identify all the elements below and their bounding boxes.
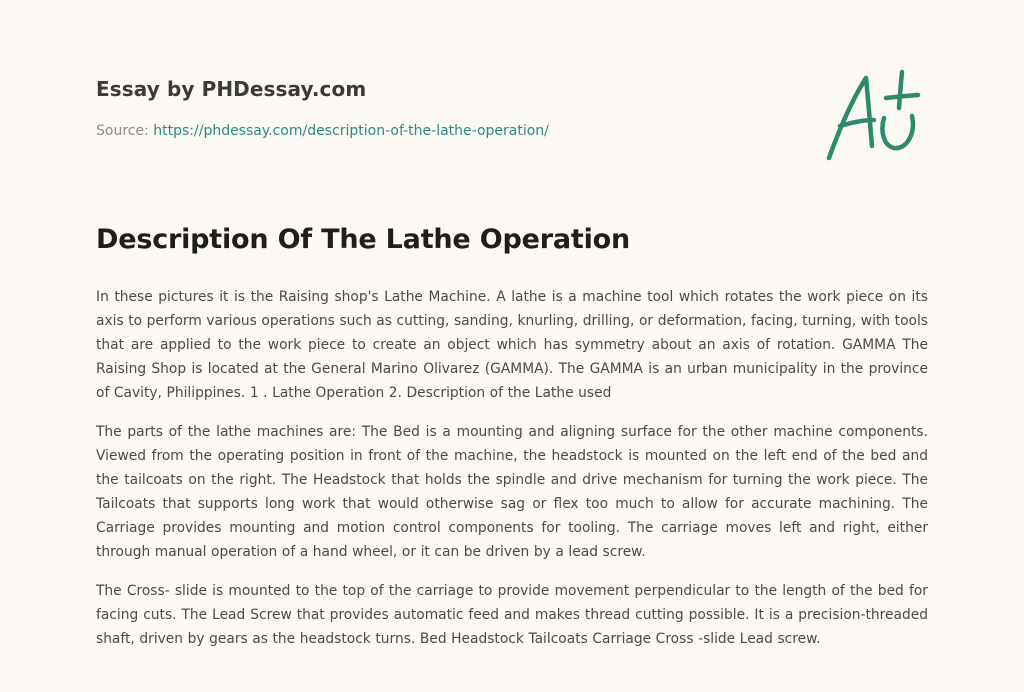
article-title: Description Of The Lathe Operation — [96, 224, 631, 255]
a-plus-grade-logo-icon — [826, 68, 926, 164]
article-paragraph-3: The Cross- slide is mounted to the top of the carriage to provide movement perpendicular to the length of the bed for facing cuts. The Lead Screw that provides automatic feed and makes thread cutting possible. It is a precision-threaded shaft, driven by gears as the headstock turns. Bed Headstock Tailcoats Carriage Cross -slide Lead screw. — [96, 583, 928, 647]
source-line — [96, 123, 549, 139]
source-label: Source: — [96, 123, 154, 139]
article-paragraph-1: In these pictures it is the Raising shop's Lathe Machine. A lathe is a machine tool which rotates the work piece on its axis to perform various operations such as cutting, sanding, knurling, drilling, or deformation, facing, turning, with tools that are applied to the work piece to create an object which has symmetry about an axis of rotation. GAMMA The Raising Shop is located at the General Marino Olivarez (GAMMA). The GAMMA is an urban municipality in the province of Cavity, Philippines. 1 . Lathe Operation 2. Description of the Lathe used — [96, 289, 928, 401]
source-link[interactable]: https://phdessay.com/description-of-the-lathe-operation/ — [153, 123, 549, 139]
article-paragraph-2: The parts of the lathe machines are: The Bed is a mounting and aligning surface for the other machine components. Viewed from the operating position in front of the machine, the headstock is mounted on the left end of the bed and the tailcoats on the right. The Headstock that holds the spindle and drive mechanism for turning the work piece. The Tailcoats that supports long work that would otherwise sag or flex too much to allow for accurate machining. The Carriage provides mounting and motion control components for tooling. The carriage moves left and right, either through manual operation of a hand wheel, or it can be driven by a lead screw. — [96, 424, 928, 560]
essay-page — [96, 0, 928, 692]
article-body — [96, 285, 928, 666]
essay-source-heading: Essay by PHDessay.com — [96, 77, 367, 101]
